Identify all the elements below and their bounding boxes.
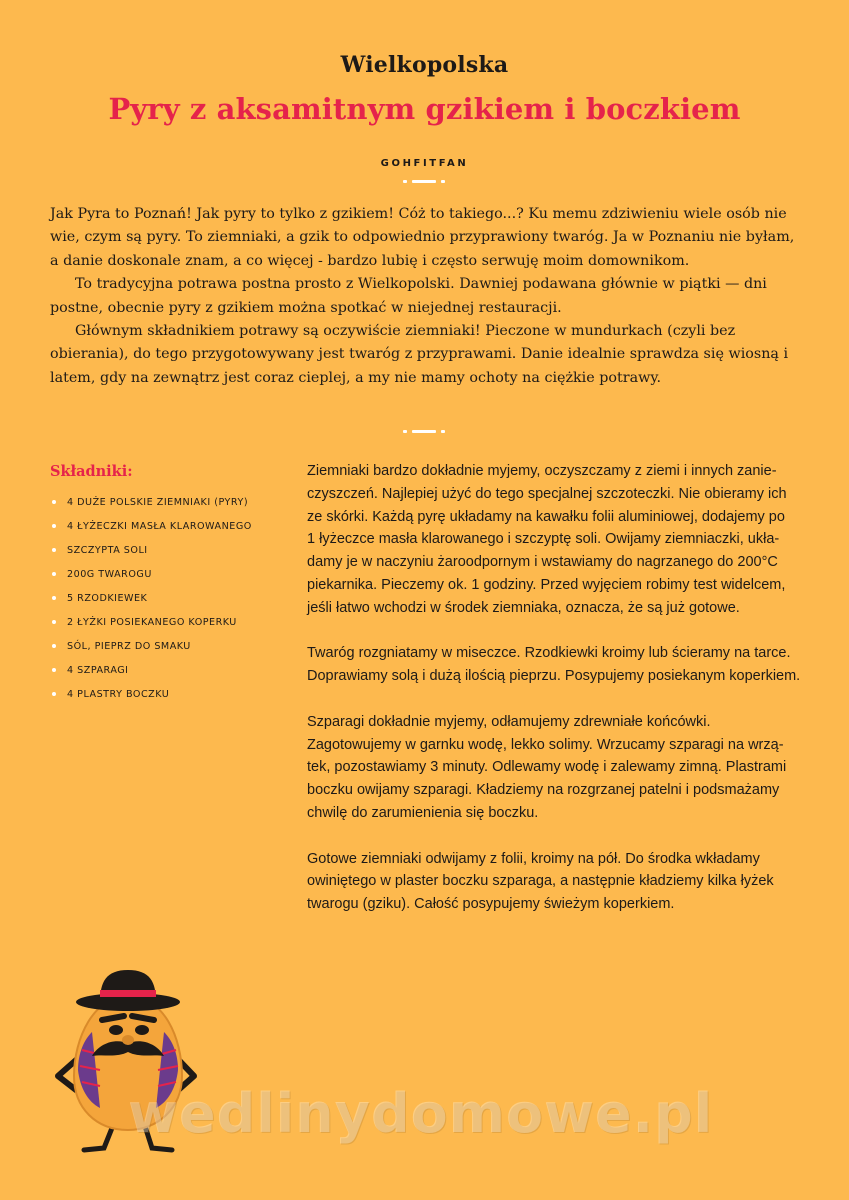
step-paragraph-3: Szparagi dokładnie myjemy, odłamujemy zdrewniałe końcówki. Zagotowujemy w garnku wodę, lekko solimy. Wrzucamy szparagi na wrzą- tek, pozostawiamy 3 minuty. Odlewamy wodę i zalewamy zimną. Plastrami boczku owijamy szparagi. Kładziemy na rozgrzanej patelni i podsmażamy chwilę do zarumienienia się boczku. bbox=[307, 713, 787, 821]
step-paragraph-4: Gotowe ziemniaki odwijamy z folii, kroimy na pół. Do środka wkładamy owiniętego w plaster boczku szparaga, a następnie kładziemy kilka łyżek twarogu (gziku). Całość posypujemy świeżym koperkiem. bbox=[307, 850, 774, 913]
ingredient-item: 2 ŁYŻKI POSIEKANEGO KOPERKU bbox=[52, 610, 252, 634]
bullet-icon bbox=[52, 596, 56, 600]
ingredient-item: 5 RZODKIEWEK bbox=[52, 586, 252, 610]
preparation-steps bbox=[307, 460, 802, 939]
step-paragraph-1: Ziemniaki bardzo dokładnie myjemy, oczyszczamy z ziemi i innych zanie- czyszczeń. Najlepiej użyć do tego specjalnej szczoteczki. Nie obieramy ich ze skórki. Każdą pyrę układamy na kawałku folii aluminiowej, dodajemy po 1 łyżeczce masła klarowanego i szczyptę soli. Owijamy ziemniaczki, ukła- damy je w naczyniu żaroodpornym i wstawiamy do nagrzanego do 200°C piekarnika. Pieczemy ok. 1 godziny. Przed wyjęciem robimy test widelcem, jeśli łatwo wchodzi w środek ziemniaka, oznacza, że są już gotowe. bbox=[307, 463, 787, 616]
ingredient-item: SÓL, PIEPRZ DO SMAKU bbox=[52, 634, 252, 658]
intro-paragraph-3: Głównym składnikiem potrawy są oczywiście ziemniaki! Pieczone w mundurkach (czyli bez obierania), do tego przygotowywany jest twaróg z przyprawami. Danie idealnie sprawdza się wiosną i latem, gdy na zewnątrz jest coraz cieplej, a my nie mamy ochoty na ciężkie potrawy. bbox=[50, 323, 789, 386]
ingredients-list bbox=[52, 490, 252, 706]
ingredient-item: 200G TWAROGU bbox=[52, 562, 252, 586]
ingredient-item: SZCZYPTA SOLI bbox=[52, 538, 252, 562]
ingredients-heading: Składniki: bbox=[50, 463, 133, 480]
ingredient-item: 4 SZPARAGI bbox=[52, 658, 252, 682]
bullet-icon bbox=[52, 644, 56, 648]
author-name: GOHFITFAN bbox=[380, 158, 469, 169]
intro-text bbox=[50, 203, 802, 390]
bullet-icon bbox=[52, 548, 56, 552]
top-divider bbox=[403, 180, 445, 183]
bullet-icon bbox=[52, 500, 56, 504]
intro-paragraph-2: To tradycyjna potrawa postna prosto z Wielkopolski. Dawniej podawana głównie w piątki — dni postne, obecnie pyry z gzikiem można spotkać w niejednej restauracji. bbox=[50, 276, 767, 316]
bullet-icon bbox=[52, 692, 56, 696]
ingredient-item: 4 PLASTRY BOCZKU bbox=[52, 682, 252, 706]
bullet-icon bbox=[52, 668, 56, 672]
intro-paragraph-1: Jak Pyra to Poznań! Jak pyry to tylko z gzikiem! Cóż to takiego...? Ku memu zdziwieniu wiele osób nie wie, czym są pyry. To ziemniaki, a gzik to odpowiednio przyprawiony twaróg. Ja w Poznaniu nie byłam, a danie doskonale znam, a co więcej - bardzo lubię i często serwuję moim domownikom. bbox=[50, 206, 795, 269]
recipe-title: Pyry z aksamitnym gzikiem i boczkiem bbox=[108, 92, 741, 126]
ingredient-item: 4 ŁYŻECZKI MASŁA KLAROWANEGO bbox=[52, 514, 252, 538]
region-heading: Wielkopolska bbox=[340, 52, 509, 78]
bottom-divider bbox=[403, 430, 445, 433]
ingredient-item: 4 DUŻE POLSKIE ZIEMNIAKI (PYRY) bbox=[52, 490, 252, 514]
bullet-icon bbox=[52, 524, 56, 528]
step-paragraph-2: Twaróg rozgniatamy w miseczce. Rzodkiewki kroimy lub ścieramy na tarce. Doprawiamy solą i dużą ilością pieprzu. Posypujemy posiekanym koperkiem. bbox=[307, 645, 801, 685]
bullet-icon bbox=[52, 620, 56, 624]
watermark: wedlinydomowe.pl bbox=[128, 1082, 714, 1145]
bullet-icon bbox=[52, 572, 56, 576]
